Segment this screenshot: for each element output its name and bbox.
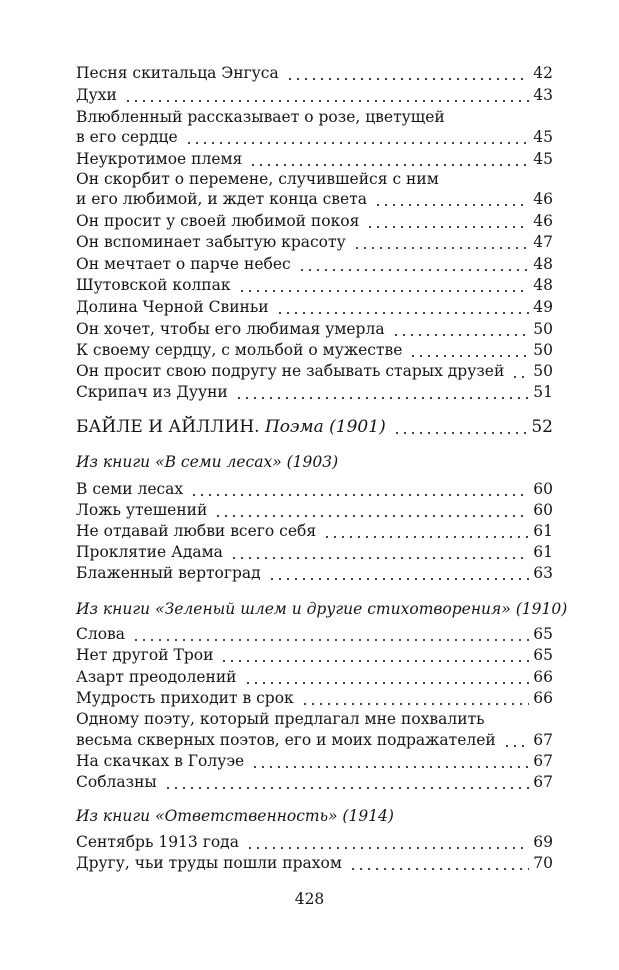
toc-entry[interactable] [76, 210, 553, 232]
toc-entry[interactable] [76, 188, 553, 210]
dot-leader [185, 126, 530, 148]
entry-page: 51 [533, 383, 553, 401]
dot-leader [374, 188, 529, 210]
entry-page: 52 [531, 417, 553, 437]
entry-title: Он просит свою подругу не забывать старых друзей [76, 362, 505, 380]
toc-entry[interactable] [76, 381, 553, 403]
entry-page: 46 [533, 212, 553, 230]
entry-page: 48 [533, 255, 553, 273]
entry-title: Он мечтает о парче небес [76, 255, 291, 273]
section-heading: Из книги «Ответственность» (1914) [76, 807, 394, 825]
dot-leader [238, 274, 530, 296]
entry-title: Скрипач из Дууни [76, 383, 228, 401]
entry-title: БАЙЛЕ И АЙЛЛИН. [76, 417, 260, 437]
dot-leader [132, 623, 529, 645]
toc-entry[interactable] [76, 562, 553, 584]
dot-leader [244, 666, 530, 688]
entry-title: и его любимой, и ждет конца света [76, 190, 368, 208]
toc-entry[interactable] [76, 852, 553, 874]
entry-title: весьма скверных поэтов, его и моих подражателей [76, 731, 496, 749]
toc-entry[interactable] [76, 520, 553, 542]
entry-title: Духи [76, 86, 117, 104]
entry-title: На скачках в Голуэе [76, 752, 245, 770]
dot-leader [366, 210, 529, 232]
toc-entry[interactable] [76, 499, 553, 521]
entry-title: Он хочет, чтобы его любимая умерла [76, 320, 385, 338]
entry-title-line: Одному поэту, который предлагал мне похвалить [76, 710, 485, 728]
dot-leader [249, 148, 529, 170]
entry-page: 45 [533, 150, 553, 168]
entry-title: Неукротимое племя [76, 150, 243, 168]
entry-title: Блаженный вертоград [76, 564, 261, 582]
dot-leader [323, 520, 529, 542]
entry-page: 49 [533, 298, 553, 316]
entry-title: Сентябрь 1913 года [76, 833, 239, 851]
dot-leader [353, 231, 530, 253]
entry-title: Долина Черной Свиньи [76, 298, 269, 316]
entry-title: Азарт преодолений [76, 668, 237, 686]
entry-title-line: Он скорбит о перемене, случившейся с ним [76, 170, 439, 188]
entry-page: 60 [533, 480, 553, 498]
entry-page: 47 [533, 233, 553, 251]
dot-leader [124, 84, 529, 106]
entry-page: 50 [533, 341, 553, 359]
toc-entry[interactable] [76, 148, 553, 170]
dot-leader [392, 318, 530, 340]
entry-title-line: Влюбленный рассказывает о розе, цветущей [76, 108, 445, 126]
toc-entry[interactable] [76, 771, 553, 793]
entry-page: 67 [533, 752, 553, 770]
toc-entry[interactable] [76, 623, 553, 645]
toc-entry[interactable] [76, 729, 553, 751]
entry-title: Песня скитальца Энгуса [76, 64, 279, 82]
entry-page: 66 [533, 668, 553, 686]
dot-leader [230, 541, 529, 563]
dot-leader [298, 253, 530, 275]
dot-leader [214, 499, 529, 521]
dot-leader [190, 478, 529, 500]
entry-title: К своему сердцу, с мольбой о мужестве [76, 341, 403, 359]
entry-page: 50 [533, 320, 553, 338]
toc-entry[interactable] [76, 541, 553, 563]
dot-leader [503, 729, 530, 751]
toc-entry[interactable] [76, 126, 553, 148]
entry-page: 60 [533, 501, 553, 519]
entry-page: 66 [533, 689, 553, 707]
dot-leader [511, 360, 529, 382]
entry-title: Шутовской колпак [76, 276, 231, 294]
entry-title: Слова [76, 625, 126, 643]
dot-leader [246, 831, 529, 853]
entry-page: 67 [533, 773, 553, 791]
toc-entry[interactable] [76, 666, 553, 688]
entry-title: Он просит у своей любимой покоя [76, 212, 360, 230]
toc-entry[interactable] [76, 687, 553, 709]
toc-entry[interactable] [76, 318, 553, 340]
page-number: 428 [294, 890, 325, 908]
entry-title: Проклятие Адама [76, 543, 223, 561]
entry-page: 45 [533, 128, 553, 146]
entry-title: Мудрость приходит в срок [76, 689, 294, 707]
entry-page: 70 [533, 854, 553, 872]
dot-leader [164, 771, 530, 793]
toc-entry[interactable] [76, 231, 553, 253]
toc-entry[interactable] [76, 84, 553, 106]
entry-page: 43 [533, 86, 553, 104]
toc-entry[interactable] [76, 274, 553, 296]
entry-title: Ложь утешений [76, 501, 208, 519]
section-heading: Из книги «Зеленый шлем и другие стихотворения» (1910) [76, 600, 568, 618]
toc-entry[interactable] [76, 750, 553, 772]
dot-leader [220, 644, 529, 666]
entry-page: 65 [533, 625, 553, 643]
dot-leader [349, 852, 529, 874]
dot-leader [301, 687, 530, 709]
entry-title: В семи лесах [76, 480, 184, 498]
toc-entry[interactable] [76, 478, 553, 500]
entry-subtitle: Поэма (1901) [264, 417, 386, 437]
entry-page: 63 [533, 564, 553, 582]
entry-title: Нет другой Трои [76, 646, 214, 664]
entry-page: 46 [533, 190, 553, 208]
toc-entry[interactable] [76, 644, 553, 666]
toc-entry[interactable] [76, 296, 553, 318]
toc-entry[interactable] [76, 339, 553, 361]
toc-entry-baile[interactable] [76, 416, 553, 438]
toc-entry[interactable] [76, 253, 553, 275]
entry-title: Другу, чьи труды пошли прахом [76, 854, 342, 872]
entry-title: Не отдавай любви всего себя [76, 522, 317, 540]
dot-leader [409, 339, 529, 361]
dot-leader [276, 296, 530, 318]
entry-title: в его сердце [76, 128, 178, 146]
toc-entry[interactable] [76, 360, 553, 382]
dot-leader [393, 416, 528, 438]
entry-page: 48 [533, 276, 553, 294]
entry-title: Соблазны [76, 773, 157, 791]
entry-page: 65 [533, 646, 553, 664]
entry-page: 67 [533, 731, 553, 749]
entry-page: 50 [533, 362, 553, 380]
entry-page: 61 [533, 543, 553, 561]
dot-leader [251, 750, 529, 772]
section-heading: Из книги «В семи лесах» (1903) [76, 453, 339, 471]
dot-leader [286, 62, 530, 84]
entry-page: 61 [533, 522, 553, 540]
entry-page: 69 [533, 833, 553, 851]
entry-title: Он вспоминает забытую красоту [76, 233, 346, 251]
entry-page: 42 [533, 64, 553, 82]
toc-entry[interactable] [76, 62, 553, 84]
dot-leader [268, 562, 530, 584]
dot-leader [235, 381, 530, 403]
toc-entry[interactable] [76, 831, 553, 853]
